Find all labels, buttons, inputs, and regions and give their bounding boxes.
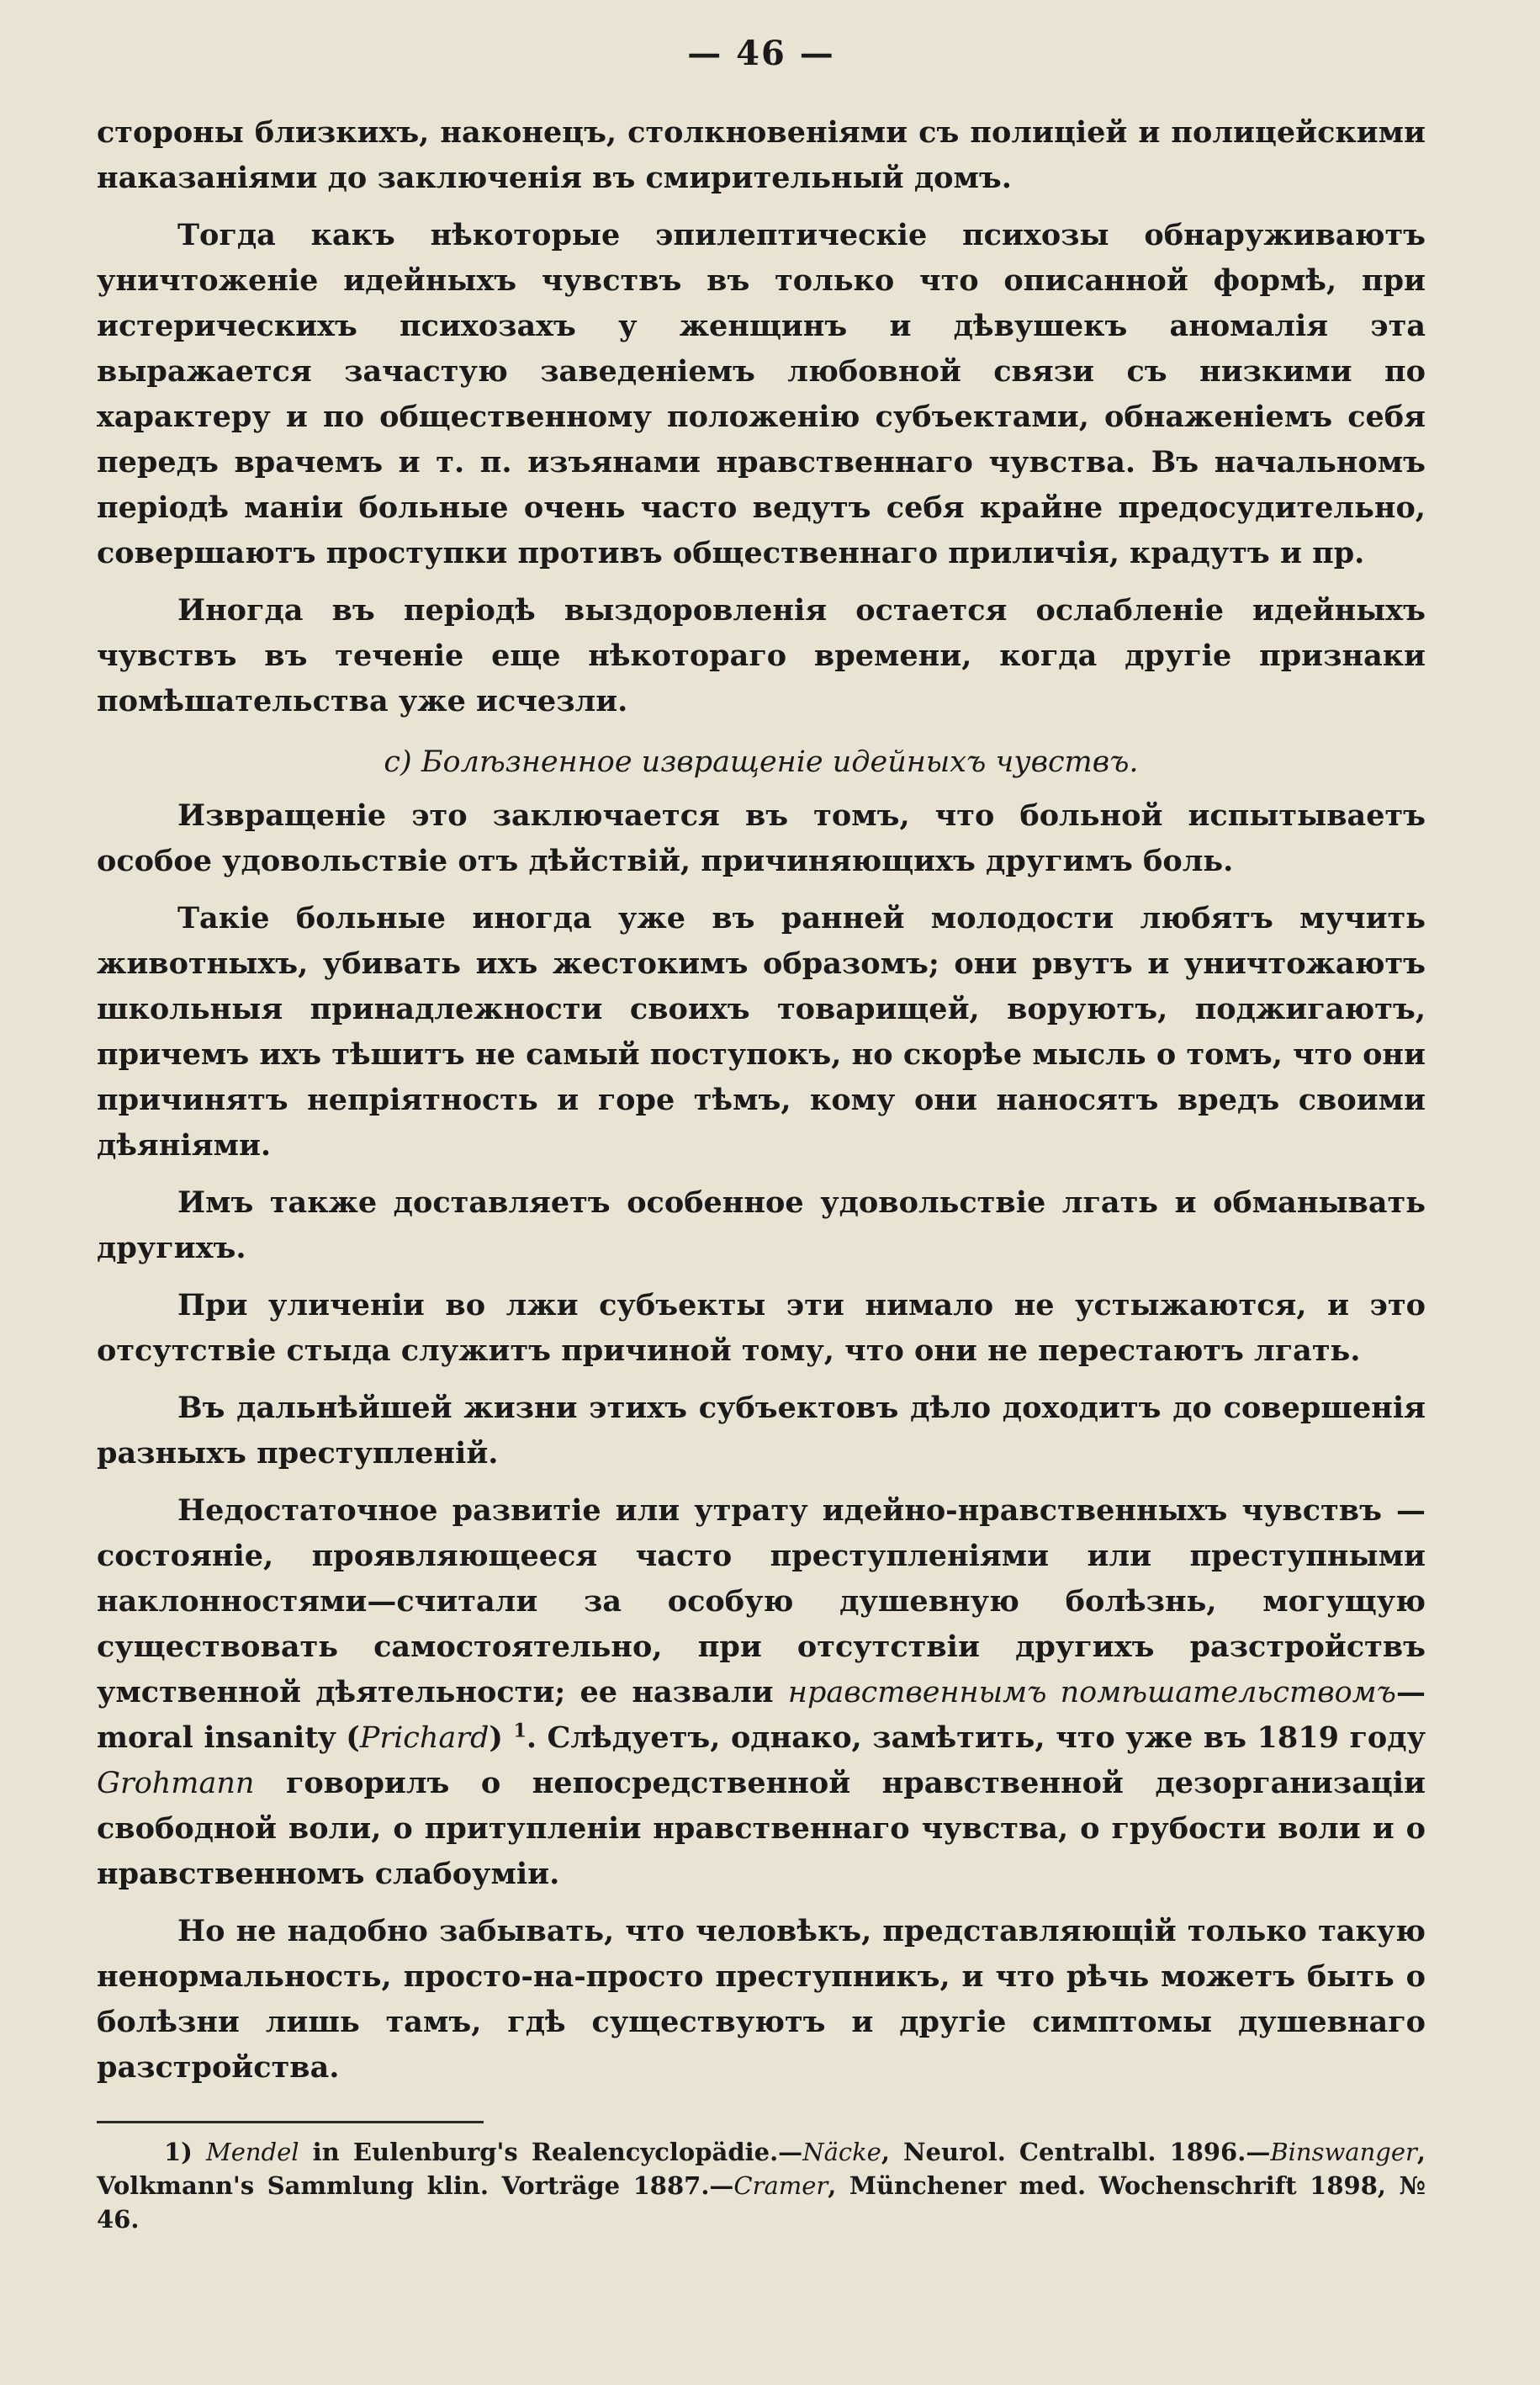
section-marker: c) xyxy=(384,745,412,779)
paragraph-moral-insanity xyxy=(97,1488,1426,1897)
moral-text-part1: Недостаточное развитіе или утрату идейно-нравственныхъ чувствъ — состояніе, проявляющееся часто преступленіями или преступными наклонностями—считали за особую душевную болѣзнь, могущую существовать самостоятельно, при отсутствіи другихъ разстройствъ умственной дѣятельности; ее назвали xyxy=(97,1493,1426,1709)
footnote-reference[interactable]: 1 xyxy=(513,1720,527,1742)
paragraph-epileptic-psychoses: Тогда какъ нѣкоторые эпилептическіе психозы обнаруживаютъ уничтоженіе идейныхъ чувствъ въ только что описанной формѣ, при истерическихъ психозахъ у женщинъ и дѣвушекъ аномалія эта выражается зачастую заведеніемъ любовной связи съ низкими по характеру и по общественному положенію субъектами, обнаженіемъ себя передъ врачемъ и т. п. изъянами нравственнаго чувства. Въ начальномъ періодѣ маніи больные очень часто ведутъ себя крайне предосудительно, совершаютъ проступки противъ общественнаго приличія, крадутъ и пр. xyxy=(97,218,1426,570)
footnote-divider xyxy=(97,2121,484,2123)
paragraph-continued: стороны близкихъ, наконецъ, столкновеніями съ полиціей и полицейскими наказаніями до заключенія въ смирительный домъ. xyxy=(97,115,1426,195)
footnote-marker: 1) xyxy=(164,2138,193,2166)
footnote-author-binswanger: Binswanger xyxy=(1270,2138,1417,2166)
document-page xyxy=(97,34,1426,2236)
moral-text-part2: —moral insanity ( xyxy=(97,1675,1426,1755)
paragraph-conclusion: Но не надобно забывать, что человѣкъ, представляющій только такую ненормальность, просто-на-просто преступникъ, и что рѣчь можетъ быть о болѣзни лишь тамъ, гдѣ существуютъ и другіе симптомы душевнаго разстройства. xyxy=(97,1914,1426,2085)
moral-insanity-term: нравственнымъ помѣшательствомъ xyxy=(787,1676,1397,1709)
page-number: — 46 — xyxy=(687,34,835,73)
footnote-text-4: , Münchener med. Wochenschrift 1898, № 46. xyxy=(97,2171,1426,2234)
moral-text-part3: ) xyxy=(489,1720,514,1755)
moral-text-part4: . Слѣдуетъ, однако, замѣтить, что уже въ 1819 году xyxy=(526,1720,1426,1755)
paragraph-no-shame: При уличеніи во лжи субъекты эти нимало не устыжаются, и это отсутствіе стыда служитъ причиной тому, что они не перестаютъ лгать. xyxy=(97,1288,1426,1368)
footnote-author-naecke: Näcke xyxy=(802,2138,881,2166)
author-grohmann: Grohmann xyxy=(97,1767,255,1800)
paragraph-lying: Имъ также доставляетъ особенное удовольствіе лгать и обманывать другихъ. xyxy=(97,1185,1426,1265)
paragraph-recovery: Иногда въ періодѣ выздоровленія остается ослабленіе идейныхъ чувствъ въ теченіе еще нѣкотораго времени, когда другіе признаки помѣшательства уже исчезли. xyxy=(97,593,1426,718)
footnote-text-2: , Neurol. Centralbl. 1896.— xyxy=(881,2138,1271,2166)
paragraph-youth-cruelty: Такіе больные иногда уже въ ранней молодости любятъ мучить животныхъ, убивать ихъ жестокимъ образомъ; они рвутъ и уничтожаютъ школьныя принадлежности своихъ товарищей, воруютъ, поджигаютъ, причемъ ихъ тѣшитъ не самый поступокъ, но скорѣе мысль о томъ, что они причинятъ непріятность и горе тѣмъ, кому они наносятъ вредъ своими дѣяніями. xyxy=(97,901,1426,1163)
moral-text-part5: говорилъ о непосредственной нравственной дезорганизаціи свободной воли, о притупленіи нравственнаго чувства, о грубости воли и о нравственномъ слабоуміи. xyxy=(97,1766,1426,1891)
paragraph-crimes: Въ дальнѣйшей жизни этихъ субъектовъ дѣло доходитъ до совершенія разныхъ преступленій. xyxy=(97,1391,1426,1471)
section-title: Болѣзненное извращеніе идейныхъ чувствъ. xyxy=(421,745,1139,779)
footnote-author-cramer: Cramer xyxy=(733,2171,828,2200)
footnote-text-1: in Eulenburg's Realencyclopädie.— xyxy=(299,2138,803,2166)
footnote-text-3: , Volkmann's Sammlung klin. Vorträge 1887.— xyxy=(97,2138,1426,2200)
section-heading xyxy=(97,739,1426,785)
footnote-author-mendel: Mendel xyxy=(206,2138,299,2166)
author-prichard: Prichard xyxy=(359,1721,490,1755)
footnote xyxy=(97,2135,1426,2236)
paragraph-perversion-definition: Извращеніе это заключается въ томъ, что больной испытываетъ особое удовольствіе отъ дѣйствій, причиняющихъ другимъ боль. xyxy=(97,798,1426,878)
